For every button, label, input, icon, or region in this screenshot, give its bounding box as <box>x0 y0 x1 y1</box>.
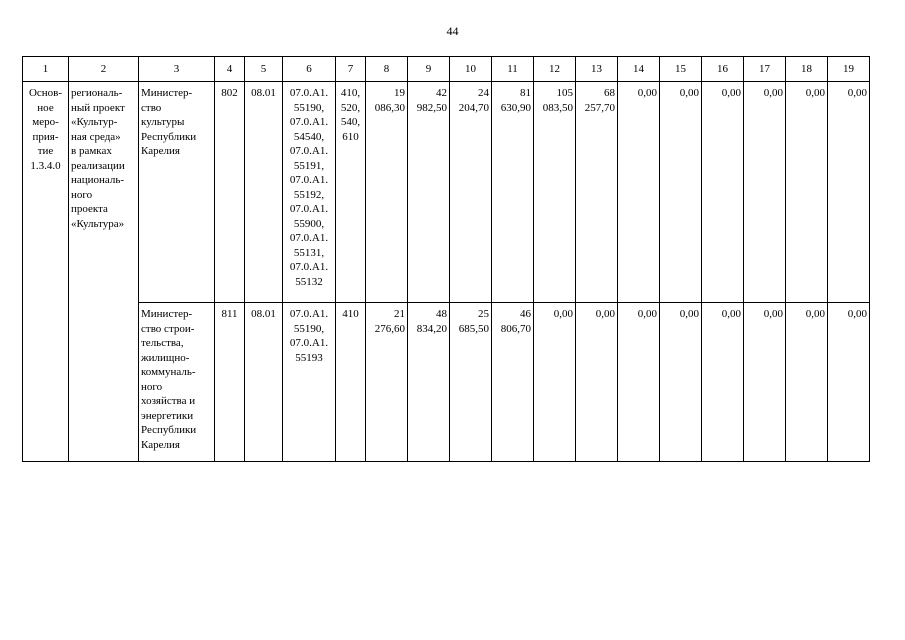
value-cell-9 <box>408 303 450 462</box>
cell-line: ная среда» <box>71 130 121 143</box>
cell-line: в рамках <box>71 145 112 157</box>
value-cell-13: 0,00 <box>576 303 618 462</box>
grbs-cell: 802 <box>215 82 245 303</box>
cell-line: 21 <box>394 308 405 320</box>
value-cell-16: 0,00 <box>702 82 744 303</box>
value-cell-11 <box>492 82 534 303</box>
column-number-row <box>23 57 870 82</box>
value-cell-17: 0,00 <box>744 303 786 462</box>
cell-line: 25 <box>478 308 489 320</box>
cell-line: 19 <box>394 87 405 99</box>
cell-line: жилищно- <box>141 351 190 364</box>
column-header: 13 <box>576 57 618 82</box>
value-cell-18: 0,00 <box>786 303 828 462</box>
cell-line: националь- <box>71 174 125 186</box>
cell-line: Карелия <box>141 438 180 451</box>
cell-line: 257,70 <box>584 101 615 114</box>
value-cell-19: 0,00 <box>828 82 870 303</box>
cell-line: 55192, <box>293 188 325 201</box>
value-cell-14: 0,00 <box>618 82 660 303</box>
value-cell-19: 0,00 <box>828 303 870 462</box>
cell-line: 81 <box>520 87 531 99</box>
column-header: 7 <box>336 57 366 82</box>
column-header: 4 <box>215 57 245 82</box>
value-cell-15: 0,00 <box>660 82 702 303</box>
cell-line: «Культур- <box>71 116 118 128</box>
column-header: 10 <box>450 57 492 82</box>
cell-line: тельства, <box>141 337 184 349</box>
cell-line: 42 <box>436 87 447 99</box>
cell-line: ный проект <box>71 101 125 114</box>
cell-line: 46 <box>520 308 531 320</box>
table-row <box>23 82 870 303</box>
cell-line: 07.0.A1. <box>289 174 329 186</box>
page-number: 44 <box>446 24 459 38</box>
cell-line: 55190, <box>293 101 325 114</box>
cell-line: тие <box>37 145 54 157</box>
cell-line: 520, <box>340 101 361 114</box>
cell-line: Основ- <box>28 87 63 99</box>
cell-line: 410, <box>340 87 361 99</box>
cell-line: 105 <box>556 87 573 99</box>
cell-line: 610 <box>342 130 359 143</box>
column-header: 9 <box>408 57 450 82</box>
column-header: 19 <box>828 57 870 82</box>
cell-line: 07.0.A1. <box>289 116 329 128</box>
cell-line: ное <box>37 101 54 114</box>
cell-line: Министер- <box>141 87 193 99</box>
cell-line: 982,50 <box>416 101 447 114</box>
cell-line: 276,60 <box>374 322 405 335</box>
cell-line: реализации <box>71 159 125 172</box>
cell-line: 54540, <box>293 130 325 143</box>
cell-line: меро- <box>32 116 59 128</box>
cell-line: проекта <box>71 203 108 215</box>
value-cell-10 <box>450 82 492 303</box>
executor-cell <box>139 82 215 303</box>
value-cell-9 <box>408 82 450 303</box>
column-header: 6 <box>283 57 336 82</box>
cell-line: ство <box>141 101 162 114</box>
column-header: 8 <box>366 57 408 82</box>
cell-line: Карелия <box>141 145 180 157</box>
column-header: 15 <box>660 57 702 82</box>
value-cell-13 <box>576 82 618 303</box>
cell-line: ного <box>71 188 93 201</box>
column-header: 14 <box>618 57 660 82</box>
cell-line: 55900, <box>293 217 325 230</box>
cell-line: региональ- <box>71 87 123 99</box>
cell-line: 07.0.A1. <box>289 145 329 157</box>
expense-type-cell <box>336 303 366 462</box>
cell-line: 630,90 <box>500 101 531 114</box>
cell-line: 07.0.A1. <box>289 87 329 99</box>
expense-type-cell <box>336 82 366 303</box>
column-header: 16 <box>702 57 744 82</box>
cell-line: 07.0.A1. <box>289 261 329 273</box>
cell-line: 55132 <box>295 275 323 288</box>
cell-line: 07.0.A1. <box>289 203 329 215</box>
cell-line: 68 <box>604 87 615 99</box>
value-cell-12 <box>534 82 576 303</box>
cell-line: коммуналь- <box>141 366 196 378</box>
cell-line: ство строи- <box>141 322 195 335</box>
measure-name-cell <box>69 82 139 462</box>
cell-line: 07.0.A1. <box>289 337 329 349</box>
cell-line: ного <box>141 380 163 393</box>
cell-line: 834,20 <box>416 322 447 335</box>
column-header: 11 <box>492 57 534 82</box>
cell-line: Министер- <box>141 308 193 320</box>
value-cell-12: 0,00 <box>534 303 576 462</box>
column-header: 1 <box>23 57 69 82</box>
value-cell-8 <box>366 303 408 462</box>
cell-line: культуры <box>141 116 185 128</box>
cell-line: 24 <box>478 87 489 99</box>
column-header: 18 <box>786 57 828 82</box>
cell-line: 55193 <box>295 351 323 364</box>
cell-line: Республики <box>141 424 197 436</box>
target-article-cell <box>283 303 336 462</box>
column-header: 12 <box>534 57 576 82</box>
cell-line: 55190, <box>293 322 325 335</box>
target-article-cell <box>283 82 336 303</box>
cell-line: 540, <box>340 116 361 128</box>
cell-line: 07.0.A1. <box>289 232 329 244</box>
value-cell-14: 0,00 <box>618 303 660 462</box>
cell-line: прия- <box>32 130 59 143</box>
cell-line: хозяйства и <box>141 395 196 407</box>
column-header: 17 <box>744 57 786 82</box>
cell-line: 55191, <box>293 159 325 172</box>
budget-table <box>22 56 870 462</box>
section-cell: 08.01 <box>245 82 283 303</box>
cell-line: 55131, <box>293 246 325 259</box>
cell-line: 086,30 <box>374 101 405 114</box>
cell-line: 806,70 <box>500 322 531 335</box>
column-header: 2 <box>69 57 139 82</box>
value-cell-10 <box>450 303 492 462</box>
table-row <box>23 303 870 462</box>
value-cell-18: 0,00 <box>786 82 828 303</box>
cell-line: энергетики <box>141 409 194 422</box>
value-cell-17: 0,00 <box>744 82 786 303</box>
column-header: 5 <box>245 57 283 82</box>
cell-line: 48 <box>436 308 447 320</box>
section-cell: 08.01 <box>245 303 283 462</box>
value-cell-15: 0,00 <box>660 303 702 462</box>
cell-line: Республики <box>141 130 197 143</box>
executor-cell <box>139 303 215 462</box>
cell-line: «Культура» <box>71 217 125 230</box>
cell-line: 1.3.4.0 <box>30 159 61 172</box>
column-header: 3 <box>139 57 215 82</box>
value-cell-16: 0,00 <box>702 303 744 462</box>
cell-line: 083,50 <box>542 101 573 114</box>
measure-code-cell <box>23 82 69 462</box>
cell-line: 204,70 <box>458 101 489 114</box>
grbs-cell: 811 <box>215 303 245 462</box>
cell-line: 07.0.A1. <box>289 308 329 320</box>
cell-line: 410 <box>342 308 359 320</box>
value-cell-8 <box>366 82 408 303</box>
value-cell-11 <box>492 303 534 462</box>
cell-line: 685,50 <box>458 322 489 335</box>
